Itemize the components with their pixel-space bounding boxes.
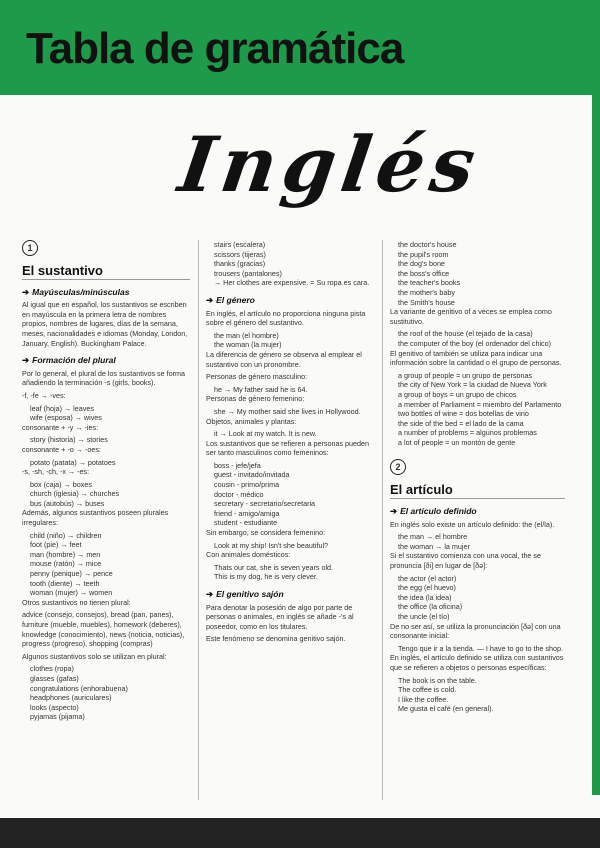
example: the computer of the boy (el ordenador del chico) — [398, 338, 552, 348]
example: trousers (pantalones) — [214, 268, 282, 278]
example: woman (mujer) → women — [30, 588, 113, 598]
example: glasses (gafas) — [30, 673, 79, 683]
side-color-strip — [592, 95, 600, 795]
example: tooth (diente) → teeth — [30, 578, 100, 588]
example: the boss's office — [398, 268, 450, 278]
example: Look at my ship! Isn't she beautiful? — [214, 540, 329, 550]
arrow-icon: ➔ — [390, 506, 398, 517]
column-3 — [390, 240, 565, 714]
example: student - estudiante — [214, 518, 278, 528]
example: Thats our cat, she is seven years old. — [214, 562, 334, 572]
arrow-icon: ➔ — [206, 294, 214, 305]
example: looks (aspecto) — [30, 702, 79, 712]
subsection-title: ➔ Mayúsculas/minúsculas — [22, 286, 130, 297]
rule-line: consonante + -y → -ies: — [22, 422, 99, 432]
example: box (caja) → boxes — [30, 479, 92, 489]
paragraph: El genitivo of también se utiliza para indicar una información sobre la cantidad o el grupo de personas. — [390, 348, 562, 368]
example: The coffee is cold. — [398, 685, 457, 695]
example: wife (esposa) → wives — [30, 413, 102, 423]
example: potato (patata) → potatoes — [30, 457, 116, 467]
rule-line: Objetos, animales y plantas: — [206, 416, 297, 426]
example: leaf (hoja) → leaves — [30, 403, 94, 413]
example: story (historia) → stories — [30, 435, 108, 445]
page-title: Tabla de gramática — [26, 24, 404, 73]
example: I like the coffee. — [398, 694, 449, 704]
example: stairs (escalera) — [214, 240, 266, 249]
example: Me gusta el café (en general). — [398, 704, 494, 714]
subsection-title: ➔ El artículo definido — [390, 506, 477, 517]
example: clothes (ropa) — [30, 664, 74, 674]
section-number: 1 — [22, 240, 38, 256]
arrow-icon: ➔ — [22, 355, 30, 366]
rule-line: Algunos sustantivos solo se utilizan en plural: — [22, 651, 167, 661]
example: the side of the bed = el lado de la cama — [398, 418, 524, 428]
example: the doctor's house — [398, 240, 457, 249]
rule-line: Personas de género masculino: — [206, 372, 308, 382]
rule-line: Sin embargo, se considera femenino: — [206, 528, 326, 538]
example: This is my dog, he is very clever. — [214, 572, 318, 582]
paragraph: La variante de genitivo of a veces se emplea como sustitutivo. — [390, 307, 552, 326]
example: doctor - médico — [214, 489, 264, 499]
rule-line: Con animales domésticos: — [206, 550, 291, 560]
cover-word: Inglés — [173, 120, 487, 209]
example: a group of people = un grupo de personas — [398, 370, 533, 380]
example: the roof of the house (el tejado de la casa) — [398, 329, 533, 339]
example: the egg (el huevo) — [398, 583, 456, 593]
example: cousin - primo/prima — [214, 480, 280, 490]
example: man (hombre) → men — [30, 549, 101, 559]
subsection-title: ➔ El genitivo sajón — [206, 589, 284, 599]
subsection-title: ➔ Formación del plural — [22, 355, 116, 366]
paragraph: Al igual que en español, los sustantivos se escriben en mayúscula en la primera letra de nombres propios, nombres de lugares, días de la semana, meses, nacionalidades e idiomas (Monday, London, January, English). Buckingham Palace. — [22, 300, 188, 348]
bottom-edge — [0, 818, 600, 848]
example: the Smith's house — [398, 297, 455, 307]
example: the teacher's books — [398, 278, 461, 288]
subsection-title: ➔ El género — [206, 294, 255, 305]
example: foot (pie) → feet — [30, 540, 82, 550]
section-title: El artículo — [390, 485, 565, 499]
example: the man → el hombre — [398, 532, 468, 542]
example: the mother's baby — [398, 287, 455, 297]
section-number: 2 — [390, 459, 406, 475]
example: scissors (tijeras) — [214, 249, 266, 259]
example: a lot of people = un montón de gente — [398, 437, 516, 447]
paragraph: En inglés, el artículo definido se utiliza con sustantivos que se refieren a objetos o personas específicas: — [390, 653, 564, 672]
example: → Her clothes are expensive. = Su ropa es cara. — [214, 278, 370, 288]
column-divider — [382, 240, 383, 800]
example: penny (penique) → pence — [30, 569, 113, 579]
example: headphones (auriculares) — [30, 693, 112, 703]
example: mouse (ratón) → mice — [30, 559, 102, 569]
example: a group of boys = un grupo de chicos — [398, 389, 517, 399]
example: guest - invitado/invitada — [214, 470, 290, 480]
example: church (iglesia) → churches — [30, 489, 120, 499]
example: the actor (el actor) — [398, 573, 457, 583]
example: the dog's bone — [398, 259, 445, 269]
column-2 — [206, 240, 376, 647]
example: advice (consejo, consejos), bread (pan, panes), furniture (mueble, muebles), homework (deberes), knowledge (conocimiento), news (noticia, noticias), progress (progreso), shopping (compras) — [22, 610, 185, 649]
example: he → My father said he is 64. — [214, 384, 308, 394]
example: The book is on the table. — [398, 675, 477, 685]
example: a number of problems = algunos problemas — [398, 428, 537, 438]
example: she → My mother said she lives in Hollywood. — [214, 406, 361, 416]
rule-line: Además, algunos sustantivos poseen plurales irregulares: — [22, 508, 169, 528]
header-banner — [0, 0, 600, 95]
paragraph: En inglés solo existe un artículo definido: the (el/la). — [390, 519, 555, 529]
example: friend - amigo/amiga — [214, 508, 280, 518]
example: the idea (la idea) — [398, 592, 452, 602]
example: thanks (gracias) — [214, 259, 266, 269]
example: the office (la oficina) — [398, 602, 463, 612]
column-divider — [198, 240, 199, 800]
paragraph: La diferencia de género se observa al emplear el sustantivo con un pronombre. — [206, 349, 362, 369]
example: boss - jefe/jefa — [214, 460, 261, 470]
example: two bottles of wine = dos botellas de vino — [398, 409, 529, 419]
paragraph: Para denotar la posesión de algo por parte de personas o animales, en inglés se añade -'s al poseedor, como en los titulares. — [206, 602, 354, 631]
arrow-icon: ➔ — [206, 589, 214, 599]
paragraph: Este fenómeno se denomina genitivo sajón. — [206, 634, 346, 644]
column-1 — [22, 240, 190, 722]
rule-line: consonante + -o → -oes: — [22, 444, 101, 454]
rule-line: -f, -fe → -ves: — [22, 390, 66, 400]
example: the pupil's room — [398, 249, 449, 259]
example: the city of New York = la ciudad de Nueva York — [398, 380, 547, 390]
paragraph: Los sustantivos que se refieren a personas pueden ser tanto masculinos como femeninos: — [206, 438, 370, 458]
paragraph: De no ser así, se utiliza la pronunciación [ðə] con una consonante inicial: — [390, 621, 561, 641]
rule-line: -s, -sh, -ch, -x → -es: — [22, 467, 90, 477]
example: pyjamas (pijama) — [30, 712, 85, 722]
example: child (niño) → children — [30, 530, 102, 540]
example: the woman (la mujer) — [214, 340, 282, 350]
paragraph: En inglés, el artículo no proporciona ninguna pista sobre el género del sustantivo. — [206, 308, 366, 328]
rule-line: Otros sustantivos no tienen plural: — [22, 597, 131, 607]
rule-line: Personas de género femenino: — [206, 394, 305, 404]
example: the uncle (el tío) — [398, 612, 450, 621]
section-title: El sustantivo — [22, 266, 190, 280]
example: the man (el hombre) — [214, 330, 279, 340]
arrow-icon: ➔ — [22, 286, 30, 297]
paragraph: Por lo general, el plural de los sustantivos se forma añadiendo la terminación -s (girls, books). — [22, 368, 185, 388]
example: bus (autobús) → buses — [30, 498, 105, 508]
example: a member of Parliament = miembro del Parlamento — [398, 399, 562, 409]
example: Tengo que ir a la tienda. — I have to go to the shop. — [398, 643, 564, 653]
example: secretary - secretario/secretaria — [214, 499, 316, 509]
paragraph: Si el sustantivo comienza con una vocal, the se pronuncia [ði] en lugar de [ðə]: — [390, 551, 542, 571]
example: it → Look at my watch. It is new. — [214, 429, 317, 439]
example: congratulations (enhorabuena) — [30, 683, 128, 693]
example: the woman → la mujer — [398, 541, 470, 551]
